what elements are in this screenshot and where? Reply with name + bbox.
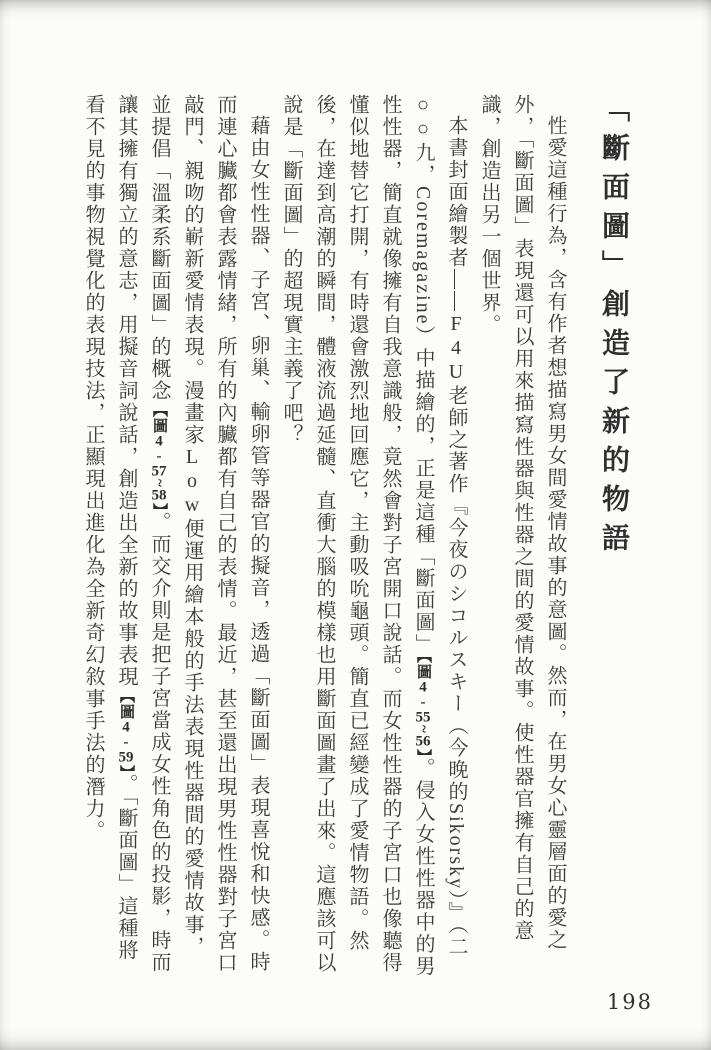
text-run: Sikorsky — [445, 803, 467, 891]
figure-reference: 【圖4-59】 — [118, 688, 134, 774]
text-run: 。「斷面圖」這種將看不見的事物視覺化的表現技法，正顯現出進化為全新奇幻敘事手法的潛力。 — [82, 94, 137, 962]
page-number: 198 — [606, 990, 653, 1014]
text-run: ）中描繪的，正是這種「斷面圖」 — [412, 325, 434, 656]
text-run: 性愛這種行為，含有作者想描寫男女間愛情故事的意圖。然而，在男女心靈層面的愛之外，「斷面圖」表現還可以用來描寫性器與性器之間的愛情故事。使性器官擁有自己的意識，創造出另一個世界。 — [478, 94, 566, 951]
text-run: 藉由女性性器、子宮、卵巢、輸卵管等器官的擬音，透過「斷面圖」表現喜悅和快感。時而連心臟都會表露情緒，所有的內臟都有自己的表情。最近，甚至還出現男性性器對子宮口敲門、親吻的嶄新愛情表現。漫畫家 — [181, 94, 269, 974]
text-run: F4U — [445, 313, 467, 385]
text-run: 。而交介則是把子宮當成女性角色的投影，時而讓其擁有獨立的意志，用擬音詞說話，創造出全新的故事表現 — [115, 94, 170, 974]
text-run: 本書封面繪製者—— — [445, 115, 467, 313]
paragraph — [76, 94, 274, 978]
text-run: 便運用繪本般的手法表現性器間的愛情故事，並提倡「溫柔系斷面圖」的概念 — [148, 94, 203, 958]
section-heading: 「斷面圖」創造了新的物語 — [598, 94, 629, 562]
text-run: Low — [181, 446, 203, 518]
figure-reference: 【圖4-55~56】 — [415, 655, 431, 758]
paragraph — [274, 94, 472, 978]
figure-reference: 【圖4-57~58】 — [151, 402, 167, 512]
body-text — [76, 94, 571, 978]
text-run: 。侵入女性性器中的男性性器，簡直就像擁有自我意識般，竟然會對子宮開口說話。而女性性器的子宮口也像聽得懂似地替它打開，有時還會激烈地回應它，主動吸吮龜頭。簡直已經變成了愛情物語。然後，在達到高潮的瞬間，體液流過延髓、直衝大腦的模樣也用斷面圖畫了出來。這應該可以說是「斷面圖」的超現實主義了吧？ — [280, 94, 434, 978]
text-run: 老師之著作『今夜のシコルスキー（今晚的 — [445, 385, 467, 803]
paragraph — [472, 94, 571, 978]
text-run: Coremagazine — [412, 186, 434, 326]
text-run: ）』（二○○九， — [412, 94, 467, 959]
vertical-text-area — [74, 94, 631, 978]
